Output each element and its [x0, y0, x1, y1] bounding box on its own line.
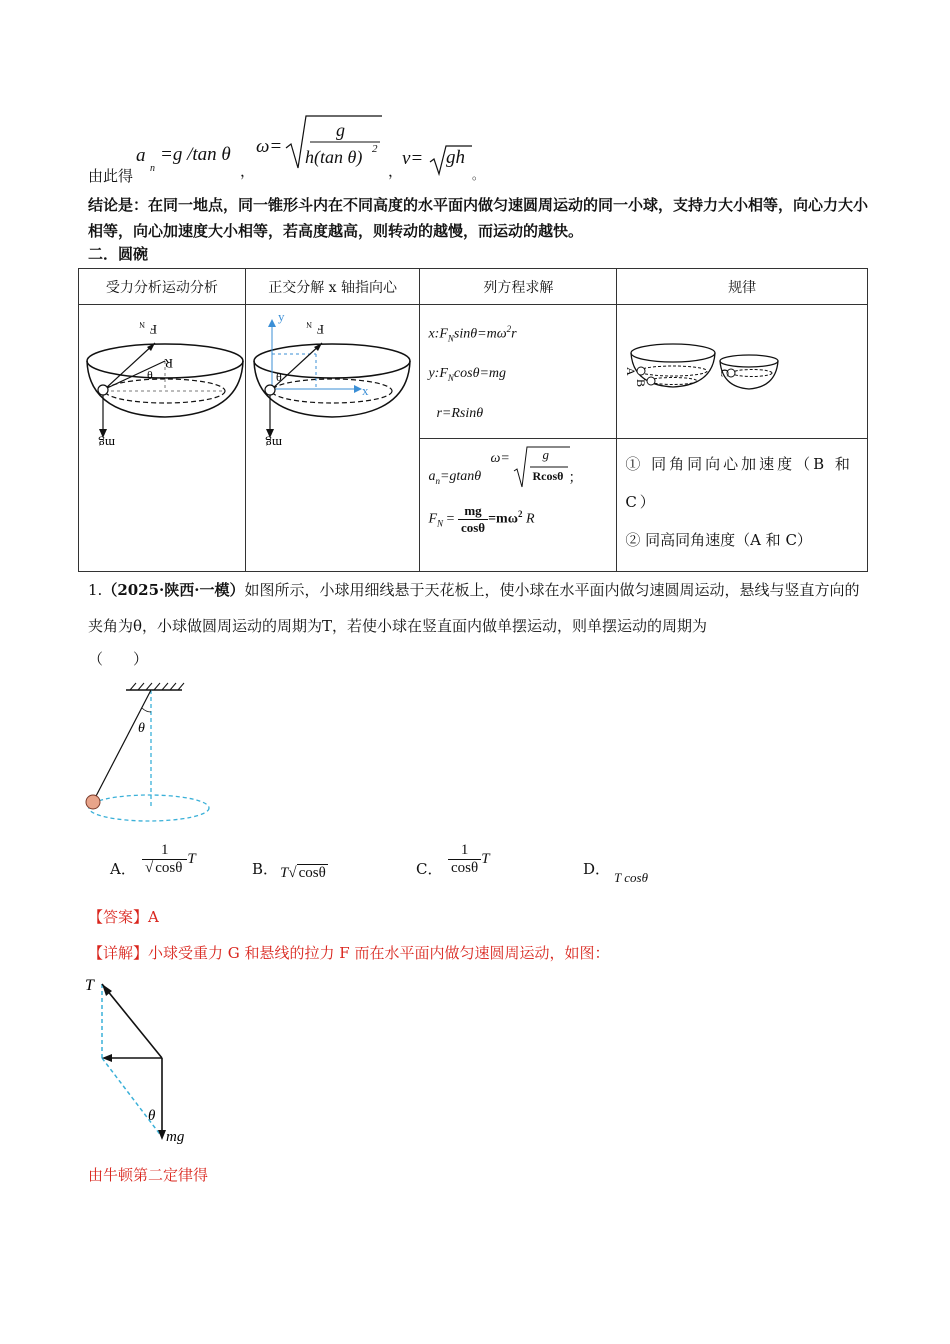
equation-x: $x:F_N\sin\theta=m\omega^2r$: [428, 324, 517, 344]
header-cell: 列方程求解: [420, 269, 617, 305]
period: 。: [472, 168, 485, 182]
fn-label: F: [149, 322, 157, 337]
v-symbol: v=: [402, 148, 424, 169]
equations-cell: [420, 305, 617, 439]
ball-c-label: C: [718, 369, 733, 378]
separator: ，: [240, 162, 256, 180]
separator: ，: [388, 162, 404, 180]
decomposition-cell: [245, 305, 420, 572]
answer-value: A: [148, 908, 159, 926]
question-source: （2025·陕西·一模）: [102, 581, 245, 599]
bowl-axis-figure: [246, 305, 419, 537]
intro-prefix: 由此得: [88, 167, 134, 185]
x-axis-label: x: [361, 383, 369, 398]
option-c-label[interactable]: C．: [416, 860, 443, 878]
equation-fn: $F_N$ = $\frac{mg}{\cos\theta}$ $=m\omega^2$ R: [428, 503, 535, 536]
explanation-line: [88, 942, 609, 963]
omega-end: ；: [568, 470, 583, 487]
table-row: [79, 305, 868, 439]
table-header-row: [79, 269, 868, 305]
v-radicand: gh: [446, 147, 465, 168]
option-c-formula[interactable]: $\frac{1}{\cos\theta}$ T: [448, 842, 490, 877]
force-diagram-figure: [80, 972, 210, 1152]
rules-cell: [617, 439, 868, 572]
rule-2: ② 同高同角速度（A 和 C）: [625, 531, 812, 550]
header-cell: 规律: [617, 269, 868, 305]
option-a-formula[interactable]: $\frac{1}{√ \cos\theta}$ T: [142, 842, 196, 877]
y-axis-label: y: [277, 309, 285, 324]
mg-label: mg: [265, 436, 282, 451]
omega-symbol: ω=: [256, 136, 283, 157]
omega-den: Rcosθ: [532, 469, 564, 484]
question-number: 1.: [88, 581, 103, 599]
question-body: 如图所示，小球用细线悬于天花板上，使小球在水平面内做匀速圆周运动，悬线与竖直方向的夹角为θ，小球做圆周运动的周期为T，若使小球在竖直面内做单摆运动，则单摆运动的周期为: [88, 581, 860, 635]
theta-label: θ: [138, 721, 145, 736]
rule-1: ① 同角同向心加速度（B 和 C）: [625, 455, 853, 512]
tension-label: T: [85, 977, 94, 994]
bowl-summary-table: [78, 268, 868, 572]
equation-omega-symbol: ω=: [490, 451, 510, 467]
answer-paren: （ ）: [88, 650, 149, 668]
explanation-tag: 【详解】: [88, 944, 149, 962]
theta-label: θ: [275, 370, 282, 384]
answer-line: [88, 906, 159, 927]
header-cell: 正交分解 x 轴指向心: [245, 269, 420, 305]
an-sub: n: [150, 163, 155, 174]
force-analysis-cell: [79, 305, 246, 572]
solutions-cell: [420, 439, 617, 572]
theta-label: θ: [148, 1108, 156, 1124]
an-symbol: a: [136, 145, 146, 166]
an-formula: =g /tan θ: [160, 144, 231, 165]
fn-label: F: [316, 322, 324, 337]
header-cell: 受力分析运动分析: [79, 269, 246, 305]
omega-denominator: h(tan θ): [305, 147, 363, 167]
mg-label: mg: [166, 1129, 185, 1145]
ball-a-label: A: [624, 367, 639, 376]
option-a-label[interactable]: A．: [110, 860, 136, 878]
answer-tag: 【答案】: [88, 908, 149, 926]
fn-sub-label: N: [139, 320, 145, 329]
equation-r: r=Rsinθ: [436, 406, 484, 422]
option-d-label[interactable]: D．: [583, 860, 611, 878]
question-text: [88, 572, 872, 644]
bowl-force-figure: [79, 305, 244, 537]
omega-numerator: g: [336, 120, 345, 140]
option-b-formula[interactable]: T√ cosθ: [280, 865, 326, 881]
explanation-text: 小球受重力 G 和悬线的拉力 F 而在水平面内做匀速圆周运动，如图：: [148, 944, 610, 962]
newton-law-line: 由牛顿第二定律得: [88, 1166, 209, 1184]
theta-label: θ: [147, 368, 153, 382]
ball-b-label: B: [634, 379, 649, 388]
bowls-figure-cell: [617, 305, 868, 439]
option-b-label[interactable]: B．: [252, 860, 279, 878]
option-d-formula[interactable]: T cosθ: [614, 870, 648, 885]
three-balls-bowls-figure: [617, 305, 867, 415]
omega-den-exponent: 2: [372, 143, 378, 155]
radius-label: R: [164, 356, 173, 371]
mg-label: mg: [98, 436, 115, 451]
section-title: 二．圆碗: [88, 245, 149, 263]
equation-an: $a_n=gtan\theta$: [428, 469, 482, 487]
equation-y: $y:F_N\cos\theta=mg$: [428, 366, 507, 384]
omega-num: g: [542, 447, 549, 463]
fn-sub-label: N: [305, 320, 312, 329]
conclusion-text: 结论是：在同一地点，同一锥形斗内在不同高度的水平面内做匀速圆周运动的同一小球，支持力大小相等，向心力大小相等，向心加速度大小相等，若高度越高，则转动的越慢，而运动的越快。: [88, 196, 869, 240]
conical-pendulum-figure: [80, 680, 220, 830]
